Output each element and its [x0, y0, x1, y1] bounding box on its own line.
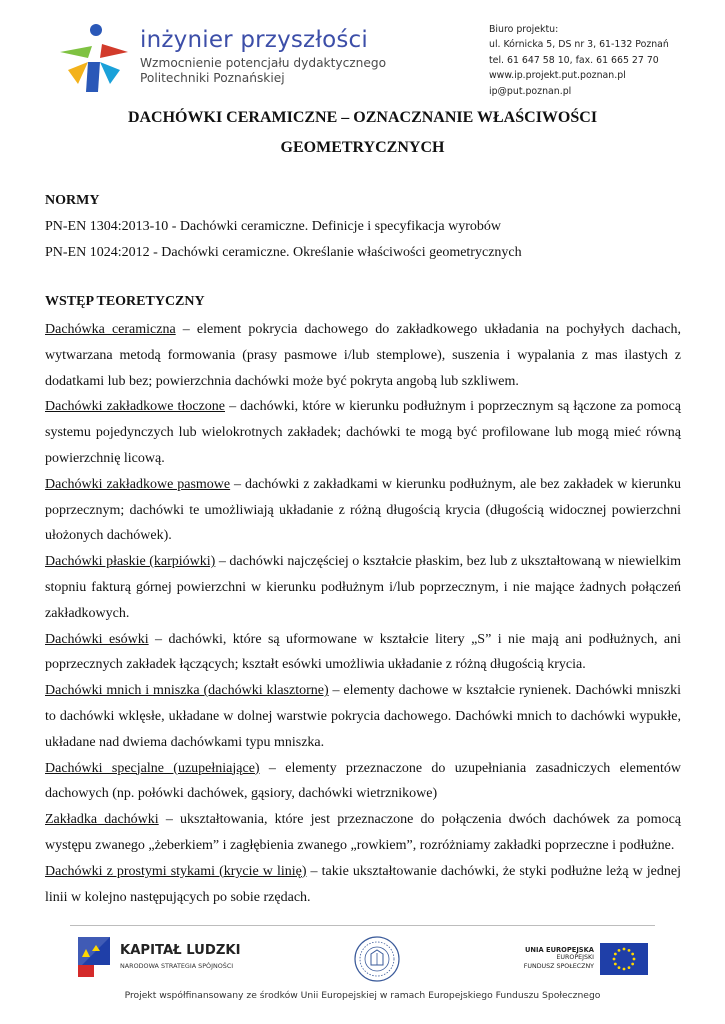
- eu-star-icon: [623, 968, 626, 971]
- eu-star-icon: [628, 966, 631, 969]
- definition-text: – dachówki najczęściej o kształcie płaskim, bez lub z ukształtowaną w niewielkim stopniu fakturą górnej powierzchni w kierunku podłużnym i/lub poprzecznym, i nie mające żadnych połączeń zakładkowych.: [45, 554, 681, 621]
- definition-term: Dachówki zakładkowe pasmowe: [45, 476, 231, 492]
- eu-social-fund-label: FUNDUSZ SPOŁECZNY: [523, 962, 594, 970]
- university-seal-icon: [353, 935, 401, 983]
- definition-term: Zakładka dachówki: [45, 812, 159, 828]
- definition-term: Dachówki płaskie (karpiówki): [45, 554, 216, 570]
- eu-star-icon: [631, 963, 634, 966]
- kapital-ludzki-title: KAPITAŁ LUDZKI: [120, 943, 241, 958]
- definition-paragraph: [45, 549, 681, 626]
- definition-paragraph: [45, 472, 681, 549]
- eu-star-icon: [614, 963, 617, 966]
- definition-text: – dachówki, które w kierunku podłużnym i poprzecznym są łączone za pomocą systemu pojedynczych lub wielokrotnych zakładek; dachówki te mogą być profilowane lub mogą mieć równą powierzchnię licową.: [45, 399, 681, 466]
- definition-paragraph: [45, 859, 681, 911]
- definition-term: Dachówki mnich i mniszka (dachówki klasztorne): [45, 683, 329, 699]
- brand-subtitle-line: Politechniki Poznańskiej: [140, 71, 285, 85]
- norm-item: PN-EN 1024:2012 - Dachówki ceramiczne. Określanie właściwości geometrycznych: [45, 245, 522, 260]
- definition-text: – elementy dachowe w kształcie rynienek. Dachówki mniszki to dachówki wklęsłe, układane w dolnej warstwie pokrycia dachowego. Dachówki mnich to dachówki wypukłe, układane nad dwiema dachówkami typu mniszka.: [45, 683, 682, 750]
- ip-logo-icon: [58, 22, 130, 94]
- definition-text: – ukształtowania, które jest przeznaczone do połączenia dwóch dachówek za pomocą występu zwanego „żeberkiem” i zagłębienia zwanego „rowkiem”, rozróżniamy zakładki poprzeczne i podłużne.: [45, 812, 682, 853]
- definition-text: – dachówki z zakładkami w kierunku podłużnym, ale bez zakładek w kierunku poprzecznym; dachówki te umożliwiają układanie z różną długością krycia (długością widocznej powierzchni ułożonych dachówek).: [45, 476, 681, 544]
- document-title: DACHÓWKI CERAMICZNE – OZNACZNANIE WŁAŚCIWOŚCI: [127, 109, 598, 126]
- definition-term: Dachówki zakładkowe tłoczone: [45, 399, 225, 415]
- office-info: [489, 22, 669, 99]
- brand-title: inżynier przyszłości: [140, 27, 368, 53]
- definition-paragraph: [45, 756, 681, 808]
- definition-text: – elementy przeznaczone do uzupełniania zasadniczych elementów dachowych (np. połówki dachówek, gąsiory, dachówki wietrznikowe): [45, 760, 681, 802]
- footer-divider: [70, 925, 655, 926]
- office-website-link[interactable]: www.ip.projekt.put.poznan.pl: [489, 70, 626, 82]
- office-heading: Biuro projektu:: [489, 24, 559, 35]
- office-email-link[interactable]: ip@put.poznan.pl: [489, 85, 572, 97]
- brand-subtitle-line: Wzmocnienie potencjału dydaktycznego: [140, 56, 387, 70]
- definition-term: Dachówki esówki: [45, 631, 149, 647]
- definition-paragraph: [45, 394, 681, 471]
- eu-star-icon: [623, 948, 626, 951]
- eu-flag-icon: [600, 943, 648, 975]
- definition-term: Dachówka ceramiczna: [45, 322, 176, 337]
- cofinancing-note: Projekt współfinansowany ze środków Unii Europejskiej w ramach Europejskiego Funduszu Społecznego: [124, 990, 601, 1001]
- definition-term: Dachówki specjalne (uzupełniające): [45, 760, 260, 776]
- eu-star-icon: [613, 958, 616, 961]
- eu-star-icon: [614, 953, 617, 956]
- office-address: ul. Kórnicka 5, DS nr 3, 61-132 Poznań: [489, 39, 669, 51]
- norm-item: PN-EN 1304:2013-10 - Dachówki ceramiczne. Definicje i specyfikacja wyrobów: [45, 219, 502, 234]
- eu-star-icon: [618, 966, 621, 969]
- definition-term: Dachówki z prostymi stykami (krycie w linię): [45, 863, 307, 879]
- definition-paragraph: [45, 807, 681, 859]
- eu-star-icon: [618, 949, 621, 952]
- document-title-continued: GEOMETRYCZNYCH: [280, 139, 445, 156]
- eu-union-label: UNIA EUROPEJSKA: [525, 946, 594, 954]
- office-phone: tel. 61 647 58 10, fax. 61 665 27 70: [489, 54, 659, 66]
- kapital-ludzki-logo-icon: [74, 935, 114, 979]
- kapital-ludzki-subtitle: NARODOWA STRATEGIA SPÓJNOŚCI: [120, 962, 234, 970]
- eu-star-icon: [628, 949, 631, 952]
- definitions-body: [45, 317, 681, 910]
- eu-star-icon: [633, 958, 636, 961]
- eu-star-icon: [631, 953, 634, 956]
- eu-european-label: EUROPEJSKI: [556, 954, 594, 962]
- definition-paragraph: [45, 317, 681, 394]
- intro-heading: WSTĘP TEORETYCZNY: [45, 294, 205, 309]
- definition-paragraph: [45, 678, 681, 755]
- definition-paragraph: [45, 627, 681, 679]
- brand-subtitle: [140, 56, 386, 86]
- norms-heading: NORMY: [45, 193, 100, 208]
- definition-text: – dachówki, które są uformowane w kształcie litery „S” i nie mają ani podłużnych, ani poprzecznych zakładek łączących; kształt esówki umożliwia układanie z różną długością krycia.: [45, 631, 681, 673]
- definition-text: – element pokrycia dachowego do zakładkowego układania na pochyłych dachach, wytwarzana metodą formowania (prasy pasmowe i/lub stemplowe), suszenia i wypalania z mas ilastych z dodatkami lub bez; powierzchnia dachówki może być pokryta angobą lub szkliwem.: [45, 322, 681, 389]
- eu-fund-label: [480, 946, 594, 971]
- definition-text: – takie ukształtowanie dachówki, że styki podłużne leżą w jednej linii w kolejno następujących po sobie rzędach.: [45, 863, 681, 905]
